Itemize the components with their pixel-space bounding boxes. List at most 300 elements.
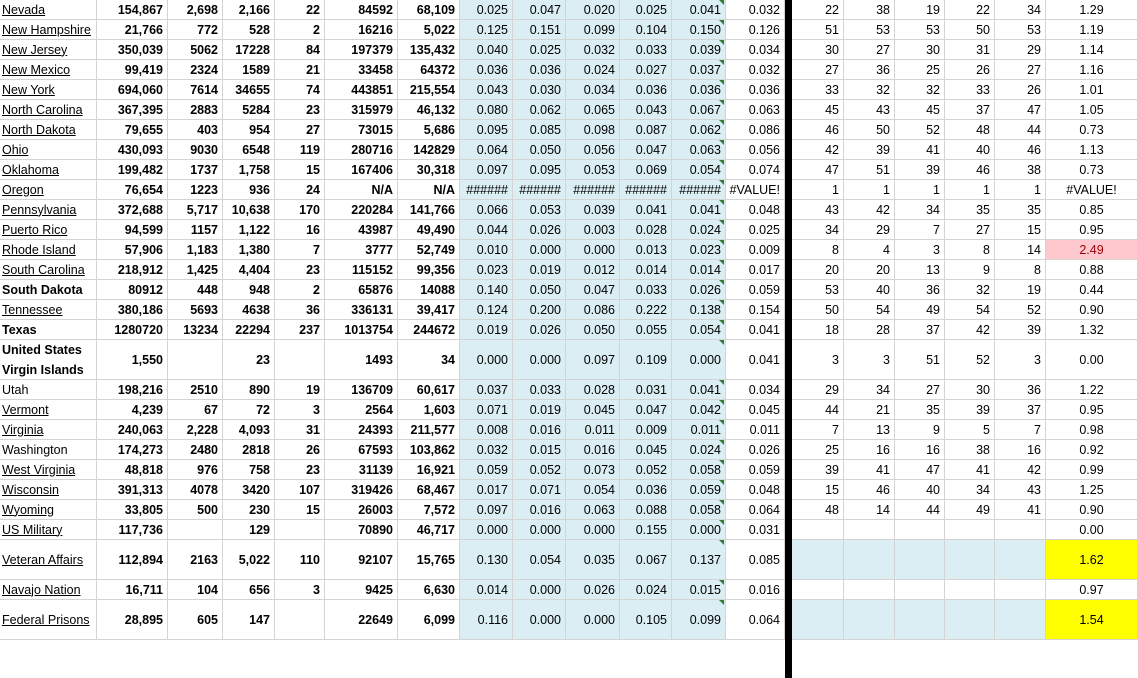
count-cell[interactable] bbox=[325, 300, 398, 319]
rank-cell[interactable] bbox=[945, 160, 995, 179]
rank-cell[interactable] bbox=[895, 60, 945, 79]
count-cell[interactable] bbox=[223, 60, 275, 79]
row-label-cell[interactable] bbox=[0, 240, 97, 259]
rank-cell[interactable] bbox=[844, 40, 895, 59]
average-cell[interactable] bbox=[726, 260, 785, 279]
rank-cell[interactable] bbox=[945, 420, 995, 439]
rank-cell[interactable] bbox=[945, 500, 995, 519]
rate-cell[interactable] bbox=[566, 420, 620, 439]
count-cell[interactable] bbox=[223, 40, 275, 59]
rate-cell[interactable] bbox=[566, 160, 620, 179]
rank-cell[interactable] bbox=[895, 280, 945, 299]
average-cell[interactable] bbox=[726, 80, 785, 99]
count-cell[interactable] bbox=[398, 160, 460, 179]
count-cell[interactable] bbox=[168, 260, 223, 279]
rate-cell[interactable] bbox=[460, 120, 513, 139]
rank-cell[interactable] bbox=[895, 40, 945, 59]
rate-cell[interactable] bbox=[513, 260, 566, 279]
rank-cell[interactable] bbox=[792, 600, 844, 639]
count-cell[interactable] bbox=[275, 40, 325, 59]
rate-cell[interactable] bbox=[513, 500, 566, 519]
rate-cell[interactable] bbox=[620, 260, 672, 279]
count-cell[interactable] bbox=[398, 20, 460, 39]
rank-cell[interactable] bbox=[792, 480, 844, 499]
count-cell[interactable] bbox=[97, 260, 168, 279]
rank-cell[interactable] bbox=[945, 600, 995, 639]
rank-cell[interactable] bbox=[792, 540, 844, 579]
average-cell[interactable] bbox=[726, 440, 785, 459]
rank-cell[interactable] bbox=[844, 500, 895, 519]
count-cell[interactable] bbox=[223, 20, 275, 39]
rank-cell[interactable] bbox=[792, 180, 844, 199]
row-label-cell[interactable] bbox=[0, 60, 97, 79]
rate-cell[interactable] bbox=[566, 500, 620, 519]
rank-cell[interactable] bbox=[945, 220, 995, 239]
rate-cell[interactable] bbox=[460, 40, 513, 59]
rate-cell[interactable] bbox=[672, 60, 726, 79]
rank-cell[interactable] bbox=[995, 0, 1046, 19]
count-cell[interactable] bbox=[275, 400, 325, 419]
count-cell[interactable] bbox=[223, 160, 275, 179]
count-cell[interactable] bbox=[223, 460, 275, 479]
count-cell[interactable] bbox=[168, 480, 223, 499]
rate-cell[interactable] bbox=[513, 400, 566, 419]
rate-cell[interactable] bbox=[566, 20, 620, 39]
rate-cell[interactable] bbox=[672, 0, 726, 19]
average-cell[interactable] bbox=[726, 320, 785, 339]
row-label-cell[interactable] bbox=[0, 520, 97, 539]
rank-cell[interactable] bbox=[844, 380, 895, 399]
count-cell[interactable] bbox=[275, 220, 325, 239]
average-cell[interactable] bbox=[726, 100, 785, 119]
ratio-cell[interactable] bbox=[1046, 280, 1138, 299]
count-cell[interactable] bbox=[325, 520, 398, 539]
count-cell[interactable] bbox=[223, 260, 275, 279]
ratio-cell[interactable] bbox=[1046, 260, 1138, 279]
rank-cell[interactable] bbox=[895, 180, 945, 199]
count-cell[interactable] bbox=[223, 300, 275, 319]
count-cell[interactable] bbox=[168, 460, 223, 479]
count-cell[interactable] bbox=[275, 420, 325, 439]
rank-cell[interactable] bbox=[945, 40, 995, 59]
row-label-cell[interactable] bbox=[0, 340, 97, 379]
count-cell[interactable] bbox=[97, 140, 168, 159]
rank-cell[interactable] bbox=[995, 440, 1046, 459]
rate-cell[interactable] bbox=[672, 260, 726, 279]
rate-cell[interactable] bbox=[566, 580, 620, 599]
rank-cell[interactable] bbox=[995, 20, 1046, 39]
rank-cell[interactable] bbox=[792, 500, 844, 519]
rate-cell[interactable] bbox=[672, 280, 726, 299]
ratio-cell[interactable] bbox=[1046, 220, 1138, 239]
rank-cell[interactable] bbox=[895, 20, 945, 39]
rank-cell[interactable] bbox=[945, 240, 995, 259]
row-label-cell[interactable] bbox=[0, 400, 97, 419]
rate-cell[interactable] bbox=[460, 580, 513, 599]
rate-cell[interactable] bbox=[460, 460, 513, 479]
count-cell[interactable] bbox=[398, 240, 460, 259]
average-cell[interactable] bbox=[726, 460, 785, 479]
rate-cell[interactable] bbox=[620, 180, 672, 199]
rate-cell[interactable] bbox=[513, 340, 566, 379]
rank-cell[interactable] bbox=[945, 260, 995, 279]
rate-cell[interactable] bbox=[566, 120, 620, 139]
rank-cell[interactable] bbox=[792, 400, 844, 419]
count-cell[interactable] bbox=[398, 320, 460, 339]
count-cell[interactable] bbox=[275, 0, 325, 19]
count-cell[interactable] bbox=[325, 580, 398, 599]
count-cell[interactable] bbox=[168, 380, 223, 399]
rank-cell[interactable] bbox=[895, 380, 945, 399]
count-cell[interactable] bbox=[398, 300, 460, 319]
rank-cell[interactable] bbox=[945, 400, 995, 419]
rate-cell[interactable] bbox=[566, 540, 620, 579]
ratio-cell[interactable] bbox=[1046, 160, 1138, 179]
rank-cell[interactable] bbox=[792, 580, 844, 599]
rank-cell[interactable] bbox=[945, 120, 995, 139]
count-cell[interactable] bbox=[223, 320, 275, 339]
rank-cell[interactable] bbox=[844, 260, 895, 279]
average-cell[interactable] bbox=[726, 300, 785, 319]
rank-cell[interactable] bbox=[995, 60, 1046, 79]
rate-cell[interactable] bbox=[460, 540, 513, 579]
average-cell[interactable] bbox=[726, 180, 785, 199]
rank-cell[interactable] bbox=[945, 100, 995, 119]
count-cell[interactable] bbox=[97, 500, 168, 519]
count-cell[interactable] bbox=[398, 580, 460, 599]
average-cell[interactable] bbox=[726, 0, 785, 19]
rate-cell[interactable] bbox=[672, 40, 726, 59]
rate-cell[interactable] bbox=[672, 540, 726, 579]
rate-cell[interactable] bbox=[620, 400, 672, 419]
rate-cell[interactable] bbox=[566, 220, 620, 239]
rate-cell[interactable] bbox=[566, 460, 620, 479]
rank-cell[interactable] bbox=[844, 520, 895, 539]
count-cell[interactable] bbox=[325, 440, 398, 459]
rate-cell[interactable] bbox=[460, 280, 513, 299]
count-cell[interactable] bbox=[97, 220, 168, 239]
count-cell[interactable] bbox=[168, 540, 223, 579]
rank-cell[interactable] bbox=[792, 440, 844, 459]
count-cell[interactable] bbox=[223, 80, 275, 99]
rate-cell[interactable] bbox=[513, 100, 566, 119]
rate-cell[interactable] bbox=[672, 500, 726, 519]
rate-cell[interactable] bbox=[460, 140, 513, 159]
rate-cell[interactable] bbox=[620, 160, 672, 179]
rate-cell[interactable] bbox=[672, 80, 726, 99]
rank-cell[interactable] bbox=[792, 300, 844, 319]
rate-cell[interactable] bbox=[672, 340, 726, 379]
rank-cell[interactable] bbox=[844, 460, 895, 479]
rate-cell[interactable] bbox=[672, 100, 726, 119]
rank-cell[interactable] bbox=[945, 60, 995, 79]
rate-cell[interactable] bbox=[513, 140, 566, 159]
rate-cell[interactable] bbox=[513, 580, 566, 599]
average-cell[interactable] bbox=[726, 20, 785, 39]
rank-cell[interactable] bbox=[844, 160, 895, 179]
rank-cell[interactable] bbox=[792, 120, 844, 139]
rank-cell[interactable] bbox=[792, 60, 844, 79]
rate-cell[interactable] bbox=[620, 340, 672, 379]
rate-cell[interactable] bbox=[620, 280, 672, 299]
rank-cell[interactable] bbox=[945, 540, 995, 579]
rank-cell[interactable] bbox=[945, 0, 995, 19]
rank-cell[interactable] bbox=[995, 200, 1046, 219]
rank-cell[interactable] bbox=[995, 80, 1046, 99]
rank-cell[interactable] bbox=[844, 480, 895, 499]
rank-cell[interactable] bbox=[895, 420, 945, 439]
rate-cell[interactable] bbox=[620, 520, 672, 539]
ratio-cell[interactable] bbox=[1046, 320, 1138, 339]
rank-cell[interactable] bbox=[995, 100, 1046, 119]
count-cell[interactable] bbox=[97, 160, 168, 179]
count-cell[interactable] bbox=[275, 440, 325, 459]
rank-cell[interactable] bbox=[995, 120, 1046, 139]
rate-cell[interactable] bbox=[460, 160, 513, 179]
ratio-cell[interactable] bbox=[1046, 60, 1138, 79]
count-cell[interactable] bbox=[275, 260, 325, 279]
count-cell[interactable] bbox=[275, 480, 325, 499]
rank-cell[interactable] bbox=[792, 100, 844, 119]
average-cell[interactable] bbox=[726, 160, 785, 179]
count-cell[interactable] bbox=[275, 100, 325, 119]
rank-cell[interactable] bbox=[895, 260, 945, 279]
count-cell[interactable] bbox=[398, 80, 460, 99]
count-cell[interactable] bbox=[97, 440, 168, 459]
ratio-cell[interactable] bbox=[1046, 120, 1138, 139]
average-cell[interactable] bbox=[726, 220, 785, 239]
ratio-cell[interactable] bbox=[1046, 460, 1138, 479]
count-cell[interactable] bbox=[398, 600, 460, 639]
rate-cell[interactable] bbox=[672, 380, 726, 399]
count-cell[interactable] bbox=[223, 120, 275, 139]
rate-cell[interactable] bbox=[620, 100, 672, 119]
count-cell[interactable] bbox=[97, 460, 168, 479]
count-cell[interactable] bbox=[275, 140, 325, 159]
rank-cell[interactable] bbox=[945, 520, 995, 539]
count-cell[interactable] bbox=[325, 240, 398, 259]
count-cell[interactable] bbox=[168, 580, 223, 599]
rate-cell[interactable] bbox=[566, 380, 620, 399]
count-cell[interactable] bbox=[325, 220, 398, 239]
rate-cell[interactable] bbox=[460, 420, 513, 439]
count-cell[interactable] bbox=[223, 440, 275, 459]
rank-cell[interactable] bbox=[844, 200, 895, 219]
count-cell[interactable] bbox=[325, 260, 398, 279]
rank-cell[interactable] bbox=[844, 400, 895, 419]
rank-cell[interactable] bbox=[792, 20, 844, 39]
rank-cell[interactable] bbox=[792, 160, 844, 179]
rank-cell[interactable] bbox=[995, 460, 1046, 479]
count-cell[interactable] bbox=[97, 600, 168, 639]
count-cell[interactable] bbox=[398, 340, 460, 379]
rank-cell[interactable] bbox=[895, 540, 945, 579]
rate-cell[interactable] bbox=[460, 200, 513, 219]
rank-cell[interactable] bbox=[792, 460, 844, 479]
rate-cell[interactable] bbox=[460, 0, 513, 19]
row-label-cell[interactable] bbox=[0, 80, 97, 99]
rank-cell[interactable] bbox=[844, 320, 895, 339]
count-cell[interactable] bbox=[97, 400, 168, 419]
count-cell[interactable] bbox=[275, 460, 325, 479]
rate-cell[interactable] bbox=[566, 180, 620, 199]
count-cell[interactable] bbox=[168, 20, 223, 39]
ratio-cell[interactable] bbox=[1046, 0, 1138, 19]
count-cell[interactable] bbox=[97, 320, 168, 339]
count-cell[interactable] bbox=[398, 100, 460, 119]
rank-cell[interactable] bbox=[995, 40, 1046, 59]
ratio-cell[interactable] bbox=[1046, 20, 1138, 39]
count-cell[interactable] bbox=[168, 140, 223, 159]
rate-cell[interactable] bbox=[620, 420, 672, 439]
count-cell[interactable] bbox=[223, 520, 275, 539]
count-cell[interactable] bbox=[325, 0, 398, 19]
count-cell[interactable] bbox=[398, 60, 460, 79]
rate-cell[interactable] bbox=[672, 480, 726, 499]
rate-cell[interactable] bbox=[566, 520, 620, 539]
rank-cell[interactable] bbox=[792, 240, 844, 259]
rank-cell[interactable] bbox=[844, 420, 895, 439]
rate-cell[interactable] bbox=[566, 60, 620, 79]
rate-cell[interactable] bbox=[620, 80, 672, 99]
rate-cell[interactable] bbox=[513, 40, 566, 59]
count-cell[interactable] bbox=[325, 20, 398, 39]
average-cell[interactable] bbox=[726, 380, 785, 399]
count-cell[interactable] bbox=[325, 60, 398, 79]
average-cell[interactable] bbox=[726, 140, 785, 159]
row-label-cell[interactable] bbox=[0, 0, 97, 19]
rate-cell[interactable] bbox=[672, 400, 726, 419]
count-cell[interactable] bbox=[168, 80, 223, 99]
count-cell[interactable] bbox=[325, 600, 398, 639]
rank-cell[interactable] bbox=[895, 300, 945, 319]
rank-cell[interactable] bbox=[895, 340, 945, 379]
rate-cell[interactable] bbox=[566, 140, 620, 159]
rate-cell[interactable] bbox=[460, 20, 513, 39]
rate-cell[interactable] bbox=[460, 300, 513, 319]
average-cell[interactable] bbox=[726, 420, 785, 439]
rank-cell[interactable] bbox=[945, 140, 995, 159]
count-cell[interactable] bbox=[398, 400, 460, 419]
rate-cell[interactable] bbox=[672, 440, 726, 459]
ratio-cell[interactable] bbox=[1046, 340, 1138, 379]
count-cell[interactable] bbox=[168, 500, 223, 519]
rate-cell[interactable] bbox=[513, 280, 566, 299]
count-cell[interactable] bbox=[398, 380, 460, 399]
rank-cell[interactable] bbox=[844, 440, 895, 459]
rank-cell[interactable] bbox=[895, 600, 945, 639]
rate-cell[interactable] bbox=[566, 480, 620, 499]
rank-cell[interactable] bbox=[995, 520, 1046, 539]
average-cell[interactable] bbox=[726, 340, 785, 379]
count-cell[interactable] bbox=[275, 240, 325, 259]
row-label-cell[interactable] bbox=[0, 580, 97, 599]
count-cell[interactable] bbox=[97, 40, 168, 59]
count-cell[interactable] bbox=[97, 180, 168, 199]
rank-cell[interactable] bbox=[895, 480, 945, 499]
count-cell[interactable] bbox=[97, 280, 168, 299]
row-label-cell[interactable] bbox=[0, 180, 97, 199]
rate-cell[interactable] bbox=[460, 180, 513, 199]
row-label-cell[interactable] bbox=[0, 600, 97, 639]
row-label-cell[interactable] bbox=[0, 300, 97, 319]
rank-cell[interactable] bbox=[895, 220, 945, 239]
rate-cell[interactable] bbox=[566, 400, 620, 419]
ratio-cell[interactable] bbox=[1046, 140, 1138, 159]
average-cell[interactable] bbox=[726, 200, 785, 219]
rank-cell[interactable] bbox=[895, 100, 945, 119]
average-cell[interactable] bbox=[726, 120, 785, 139]
row-label-cell[interactable] bbox=[0, 440, 97, 459]
rank-cell[interactable] bbox=[792, 520, 844, 539]
rate-cell[interactable] bbox=[672, 20, 726, 39]
ratio-cell[interactable] bbox=[1046, 540, 1138, 579]
rank-cell[interactable] bbox=[792, 220, 844, 239]
row-label-cell[interactable] bbox=[0, 540, 97, 579]
rank-cell[interactable] bbox=[792, 80, 844, 99]
rate-cell[interactable] bbox=[620, 320, 672, 339]
count-cell[interactable] bbox=[275, 500, 325, 519]
rate-cell[interactable] bbox=[620, 60, 672, 79]
ratio-cell[interactable] bbox=[1046, 580, 1138, 599]
rank-cell[interactable] bbox=[895, 120, 945, 139]
count-cell[interactable] bbox=[325, 160, 398, 179]
count-cell[interactable] bbox=[398, 280, 460, 299]
rank-cell[interactable] bbox=[945, 320, 995, 339]
ratio-cell[interactable] bbox=[1046, 40, 1138, 59]
count-cell[interactable] bbox=[97, 540, 168, 579]
rank-cell[interactable] bbox=[895, 140, 945, 159]
ratio-cell[interactable] bbox=[1046, 400, 1138, 419]
rate-cell[interactable] bbox=[620, 20, 672, 39]
count-cell[interactable] bbox=[325, 540, 398, 579]
rate-cell[interactable] bbox=[566, 440, 620, 459]
count-cell[interactable] bbox=[275, 200, 325, 219]
ratio-cell[interactable] bbox=[1046, 520, 1138, 539]
rank-cell[interactable] bbox=[995, 300, 1046, 319]
count-cell[interactable] bbox=[97, 420, 168, 439]
rank-cell[interactable] bbox=[895, 400, 945, 419]
count-cell[interactable] bbox=[168, 100, 223, 119]
count-cell[interactable] bbox=[325, 340, 398, 379]
rank-cell[interactable] bbox=[844, 60, 895, 79]
rate-cell[interactable] bbox=[620, 500, 672, 519]
rate-cell[interactable] bbox=[460, 340, 513, 379]
count-cell[interactable] bbox=[325, 180, 398, 199]
count-cell[interactable] bbox=[97, 520, 168, 539]
average-cell[interactable] bbox=[726, 520, 785, 539]
rate-cell[interactable] bbox=[672, 120, 726, 139]
rate-cell[interactable] bbox=[460, 600, 513, 639]
row-label-cell[interactable] bbox=[0, 480, 97, 499]
count-cell[interactable] bbox=[325, 480, 398, 499]
ratio-cell[interactable] bbox=[1046, 500, 1138, 519]
count-cell[interactable] bbox=[223, 200, 275, 219]
count-cell[interactable] bbox=[325, 320, 398, 339]
count-cell[interactable] bbox=[275, 80, 325, 99]
rank-cell[interactable] bbox=[945, 20, 995, 39]
count-cell[interactable] bbox=[97, 100, 168, 119]
count-cell[interactable] bbox=[275, 180, 325, 199]
count-cell[interactable] bbox=[168, 240, 223, 259]
rate-cell[interactable] bbox=[566, 80, 620, 99]
count-cell[interactable] bbox=[223, 580, 275, 599]
rate-cell[interactable] bbox=[672, 300, 726, 319]
average-cell[interactable] bbox=[726, 600, 785, 639]
average-cell[interactable] bbox=[726, 240, 785, 259]
ratio-cell[interactable] bbox=[1046, 80, 1138, 99]
rate-cell[interactable] bbox=[513, 120, 566, 139]
